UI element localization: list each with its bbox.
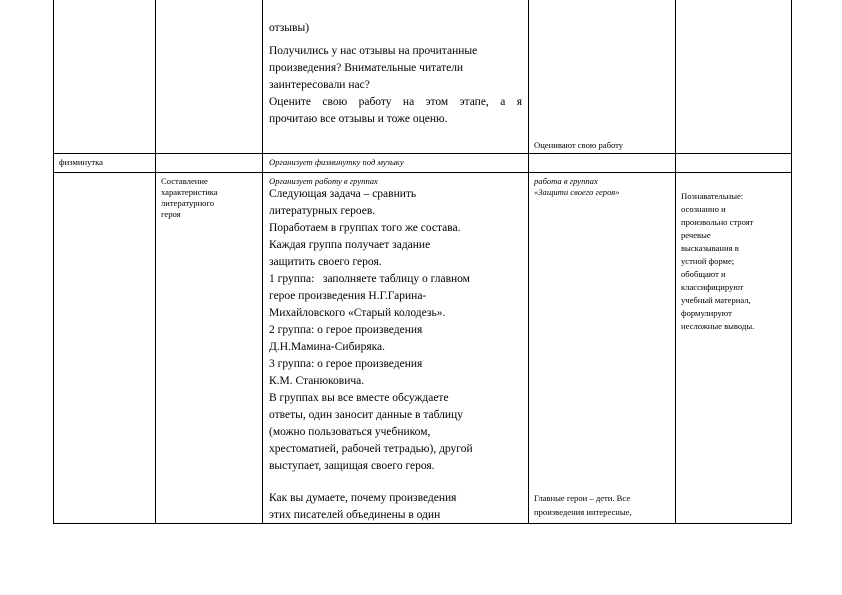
text-line: осознанно и [681,204,726,214]
text-line: Оцените свою работу на этом этапе, а я [269,96,522,108]
teacher-text-groups [269,186,473,475]
text-line: работа в группах [534,176,598,186]
uud-cognitive [681,190,754,333]
text-line: этих писателей объединены в один [269,509,441,521]
text-line: высказывания в [681,243,739,253]
text-line: защитить своего героя. [269,256,382,268]
text-line: Михайловского «Старый колодезь». [269,307,446,319]
text-line: формулируют [681,308,732,318]
text-line: выступает, защищая своего героя. [269,460,435,472]
lesson-goal [161,176,218,220]
student-activity-top: Оценивают свою работу [534,140,624,150]
table-col-divider-4 [675,0,676,524]
text-line: характеристика [161,187,218,197]
student-answer [534,493,632,518]
teacher-fizminutka: Организует физминутку под музыку [269,157,404,167]
text-line: произвольно строят [681,217,754,227]
text-line: прочитаю все отзывы и тоже оценю. [269,113,448,125]
text-line: хрестоматией, рабочей тетрадью), другой [269,443,473,455]
text-line: произведения интересные, [534,507,632,517]
text-line: герое произведения Н.Г.Гарина- [269,290,427,302]
text-line: речевые [681,230,711,240]
table-border-left [53,0,54,524]
text-line: литературных героев. [269,205,376,217]
text-line: 1 группа: заполняете таблицу о главном [269,273,470,285]
text-line: Каждая группа получает задание [269,239,431,251]
text-line: Как вы думаете, почему произведения [269,492,457,504]
text-line: «Защити своего героя» [534,187,620,197]
text-line: литературного [161,198,215,208]
teacher-heading-groups: Организует работу в группах [269,176,378,186]
text-line: В группах вы все вместе обсуждаете [269,392,449,404]
text-line: Получились у нас отзывы на прочитанные [269,45,478,57]
text-line: классифицируют [681,282,744,292]
table-col-divider-1 [155,0,156,524]
table-col-divider-3 [528,0,529,524]
text-line: произведения? Внимательные читатели [269,62,464,74]
text-line: Д.Н.Мамина-Сибиряка. [269,341,386,353]
text-line: устной форме; [681,256,735,266]
text-line: отзывы) [269,22,310,34]
text-line: учебный материал, [681,295,751,305]
text-line: Поработаем в группах того же состава. [269,222,461,234]
stage-fizminutka: физминутка [59,157,103,167]
text-line: (можно пользоваться учебником, [269,426,431,438]
text-line: Следующая задача – сравнить [269,188,417,200]
text-line: ответы, один заносит данные в таблицу [269,409,463,421]
row-divider-1 [53,153,792,154]
row-divider-2 [53,172,792,173]
text-line: Главные герои – дети. Все [534,493,631,503]
text-line: несложные выводы. [681,321,755,331]
teacher-text-top [269,20,522,128]
text-line: обобщают и [681,269,726,279]
table-border-right [791,0,792,524]
uud-title: Познавательные: [681,191,744,201]
text-line: заинтересовали нас? [269,79,370,91]
text-line: Составление [161,176,208,186]
text-line: 2 группа: о герое произведения [269,324,423,336]
student-heading-groups [534,176,620,198]
text-line: К.М. Станюковича. [269,375,365,387]
table-col-divider-2 [262,0,263,524]
text-line: 3 группа: о герое произведения [269,358,423,370]
text-line: героя [161,209,181,219]
teacher-question [269,490,456,524]
